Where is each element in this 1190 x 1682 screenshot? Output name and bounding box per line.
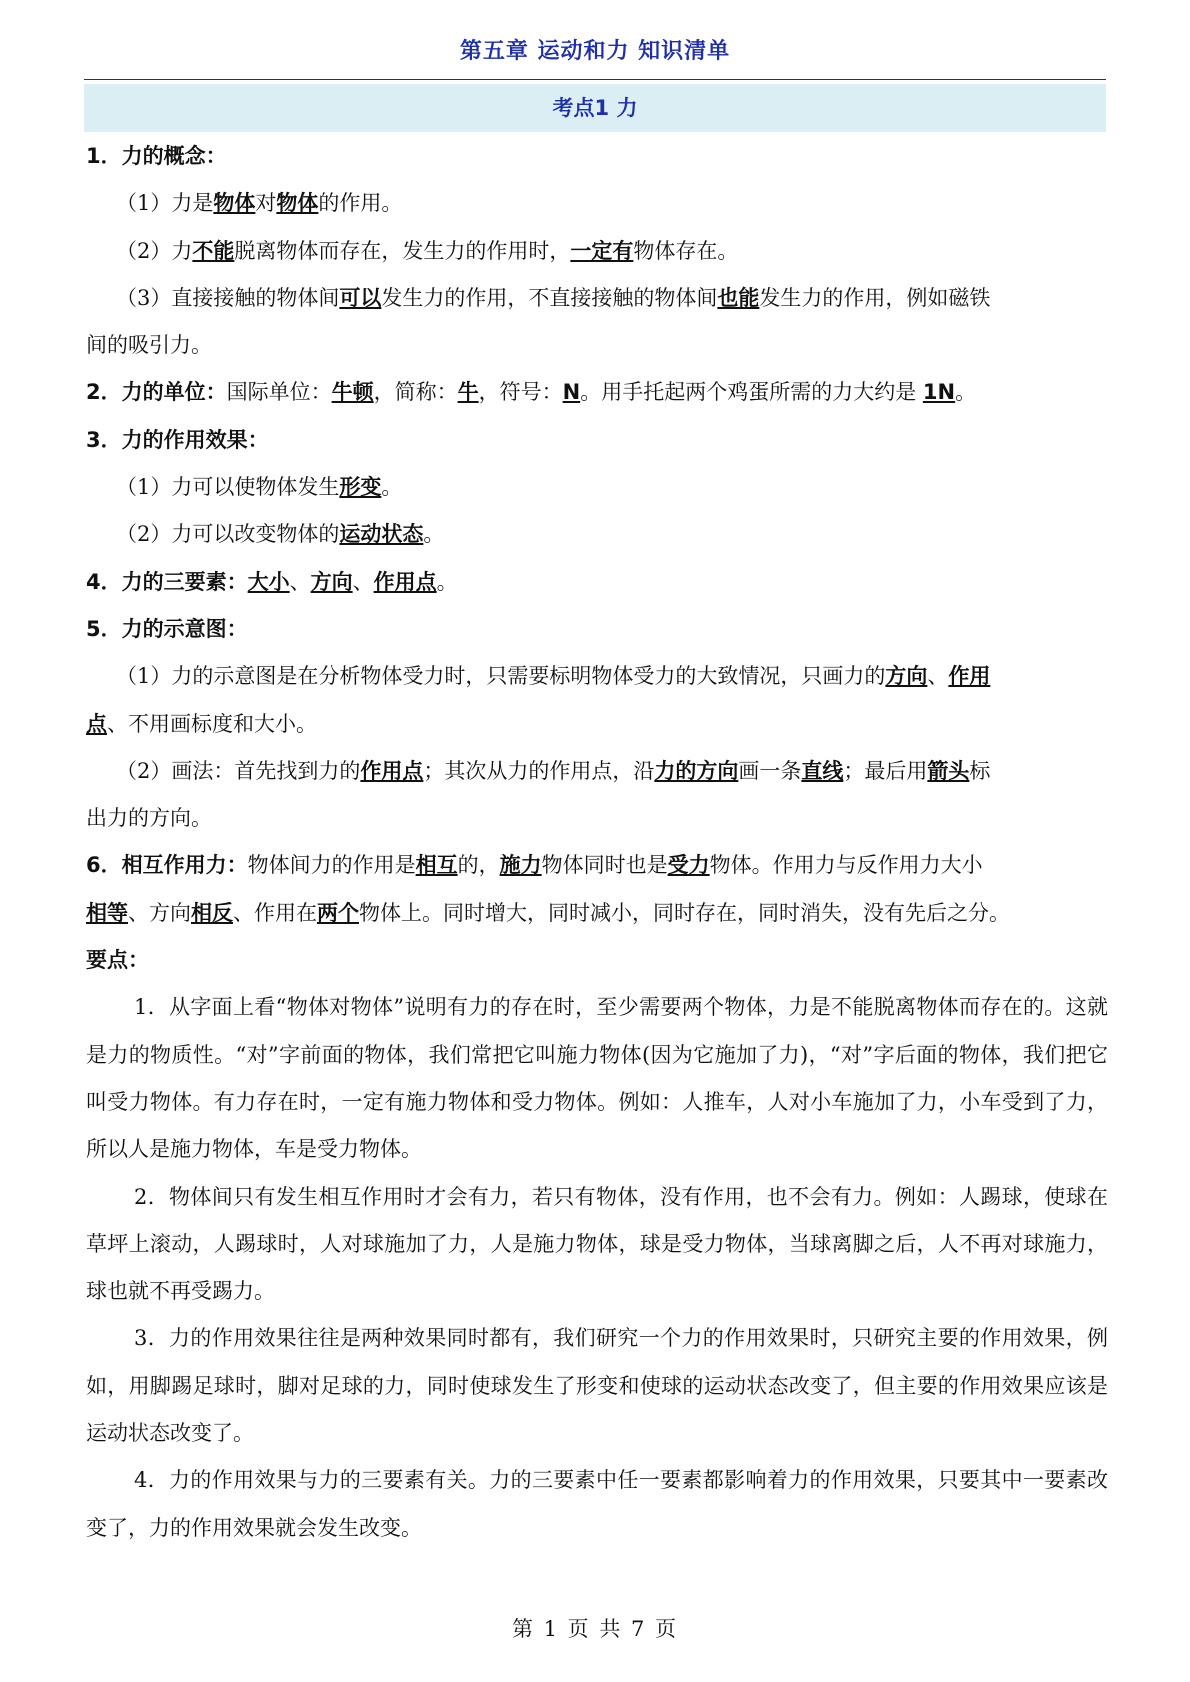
key-term: 形变 [339, 475, 382, 500]
key-term: 运动状态 [339, 522, 424, 547]
text: 国际单位： [226, 380, 332, 405]
text: 物体。作用力与反作用力大小 [709, 853, 983, 878]
heading-text: 2．力的单位： [86, 380, 227, 405]
section-header: 考点1 力 [84, 84, 1106, 132]
document-title: 第五章 运动和力 知识清单 [459, 39, 731, 64]
key-term: 相等 [86, 900, 128, 925]
text: 标 [969, 758, 991, 783]
key-term: 箭头 [927, 758, 970, 783]
text: （1）力的示意图是在分析物体受力时，只需要标明物体受力的大致情况，只画力的 [116, 664, 886, 689]
heading-text: 要点： [86, 948, 149, 973]
page-footer: 第 1 页 共 7 页 [511, 1617, 679, 1641]
text: 、作用在 [233, 900, 317, 925]
diagram-line-1-cont [86, 701, 1108, 748]
diagram-line-2-cont: 出力的方向。 [86, 806, 212, 831]
text: （2）画法：首先找到力的 [116, 758, 361, 783]
text: ；其次从力的作用点，沿 [423, 758, 655, 783]
heading-text: 5．力的示意图： [86, 616, 248, 641]
effects-line-1 [86, 464, 1108, 511]
key-term: 方向 [310, 569, 353, 594]
diagram-line-1 [86, 653, 1108, 700]
key-term: 力的方向 [654, 758, 739, 783]
heading-text: 1．力的概念： [86, 144, 227, 168]
key-term: 大小 [247, 569, 290, 594]
text: （1）力可以使物体发生 [116, 475, 340, 500]
text: 对 [255, 191, 277, 216]
text: 、方向 [128, 900, 191, 925]
text: （2）力 [116, 238, 193, 263]
interaction-paragraph-cont [86, 890, 1108, 937]
text: 发生力的作用，例如磁铁 [759, 285, 991, 310]
text: 、 [352, 569, 374, 594]
text: 脱离物体而存在，发生力的作用时， [234, 238, 571, 263]
text: ，符号： [478, 380, 563, 405]
key-term: 作用 [948, 664, 991, 689]
keypoint-2: 2．物体间只有发生相互作用时才会有力，若只有物体，没有作用，也不会有力。例如：人踢球，使球在草坪上滚动，人踢球时，人对球施加了力，人是施力物体，球是受力物体，当球离脚之后，人不再对球施力，球也就不再受踢力。 [86, 1184, 1108, 1304]
text: （2）力可以改变物体的 [116, 522, 340, 547]
key-term: 作用点 [373, 569, 437, 594]
concept-line-3-cont: 间的吸引力。 [86, 333, 212, 358]
key-term: 相反 [191, 900, 233, 925]
heading-text: 3．力的作用效果： [86, 427, 269, 452]
interaction-paragraph [86, 842, 1108, 889]
keypoints-heading [86, 937, 1108, 984]
keypoint-1: 1．从字面上看“物体对物体”说明有力的存在时，至少需要两个物体，力是不能脱离物体而存在的。这就是力的物质性。“对”字前面的物体，我们常把它叫施力物体(因为它施加了力)，“对”字后面的物体，我们把它叫受力物体。有力存在时，一定有施力物体和受力物体。例如：人推车，人对小车施加了力，小车受到了力，所以人是施力物体，车是受力物体。 [86, 995, 1108, 1162]
text: 发生力的作用，不直接接触的物体间 [381, 285, 718, 310]
key-term: 也能 [717, 285, 760, 310]
heading-diagram [86, 606, 1108, 653]
text: 物体同时也是 [541, 853, 668, 878]
text: 物体间力的作用是 [247, 853, 416, 878]
concept-line-3 [86, 275, 1108, 322]
diagram-line-2 [86, 748, 1108, 795]
text: （3）直接接触的物体间 [116, 285, 340, 310]
heading-text: 6．相互作用力： [86, 853, 248, 878]
text: （1）力是 [116, 191, 214, 216]
text: 、不用画标度和大小。 [107, 711, 317, 736]
document-body [86, 133, 1108, 1552]
key-term: 一定有 [570, 238, 634, 263]
text: ，简称： [373, 380, 458, 405]
key-term: 施力 [499, 853, 542, 878]
text: 的作用。 [318, 191, 403, 216]
key-term: 相互 [415, 853, 458, 878]
text: 、 [289, 569, 311, 594]
key-term: 直线 [801, 758, 844, 783]
key-term: 1N [922, 380, 956, 405]
unit-paragraph [86, 369, 1108, 416]
heading-concept [86, 133, 1108, 180]
key-term: 点 [86, 711, 107, 736]
key-term: 作用点 [360, 758, 424, 783]
key-term: 物体 [276, 191, 319, 216]
text: 。 [423, 522, 445, 547]
text: 画一条 [738, 758, 802, 783]
text: ；最后用 [843, 758, 928, 783]
text: 。用手托起两个鸡蛋所需的力大约是 [580, 380, 923, 405]
concept-line-2 [86, 228, 1108, 275]
text: 物体上。同时增大，同时减小，同时存在，同时消失，没有先后之分。 [359, 900, 1010, 925]
title-divider [84, 79, 1106, 80]
key-term: N [562, 380, 581, 405]
key-term: 两个 [317, 900, 359, 925]
key-term: 牛 [457, 380, 479, 405]
concept-line-1 [86, 180, 1108, 227]
three-elements-paragraph [86, 559, 1108, 606]
text: 的， [457, 853, 500, 878]
text: 。 [381, 475, 403, 500]
heading-effects [86, 417, 1108, 464]
key-term: 物体 [213, 191, 256, 216]
key-term: 方向 [885, 664, 928, 689]
effects-line-2 [86, 511, 1108, 558]
key-term: 受力 [667, 853, 710, 878]
heading-text: 4．力的三要素： [86, 569, 248, 594]
key-term: 可以 [339, 285, 382, 310]
key-term: 不能 [192, 238, 235, 263]
keypoint-4: 4．力的作用效果与力的三要素有关。力的三要素中任一要素都影响着力的作用效果，只要其中一要素改变了，力的作用效果就会发生改变。 [86, 1468, 1108, 1540]
key-term: 牛顿 [331, 380, 374, 405]
text: 。 [955, 380, 977, 405]
text: 物体存在。 [633, 238, 739, 263]
text: 、 [927, 664, 949, 689]
text: 。 [436, 569, 458, 594]
keypoint-3: 3．力的作用效果往往是两种效果同时都有，我们研究一个力的作用效果时，只研究主要的作用效果，例如，用脚踢足球时，脚对足球的力，同时使球发生了形变和使球的运动状态改变了，但主要的作用效果应该是运动状态改变了。 [86, 1326, 1108, 1446]
